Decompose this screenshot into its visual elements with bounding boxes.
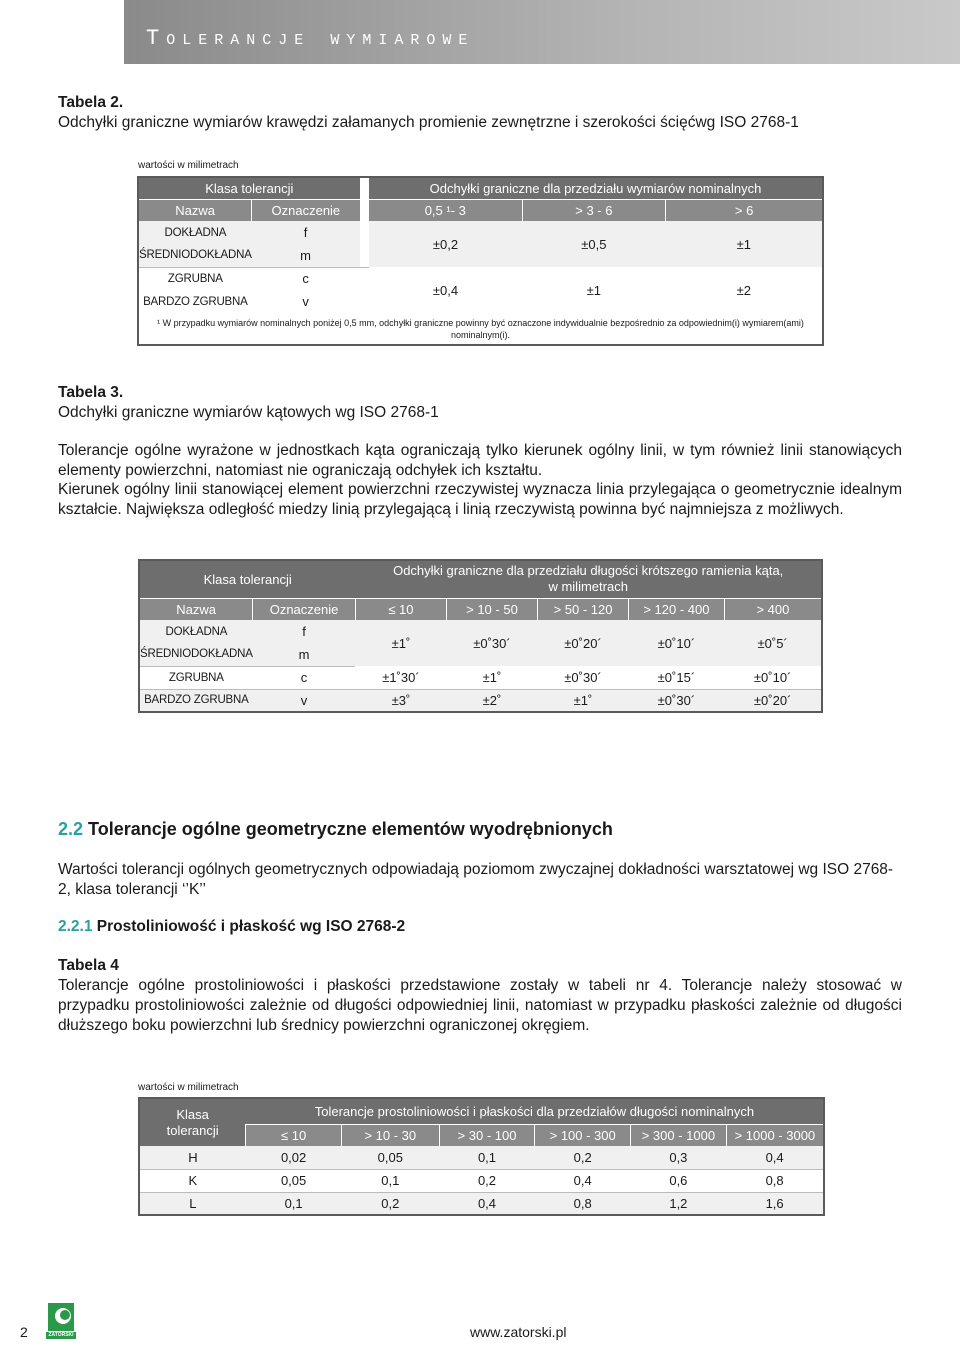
- t2-row-nazwa: DOKŁADNA: [164, 226, 227, 239]
- t2-value: ±2: [736, 282, 752, 298]
- t3-value: ±0˚20´: [753, 692, 792, 708]
- t3-value: ±3˚: [391, 692, 411, 708]
- t3-col-odchylki: [355, 560, 822, 598]
- t2-row-nazwa: ŚREDNIODOKŁADNA: [138, 244, 252, 267]
- t3-row-ozn: v: [300, 692, 308, 708]
- tabela3-heading: Tabela 3.: [58, 384, 124, 401]
- tabela3-table: [138, 559, 823, 713]
- t3-value: ±1˚: [391, 635, 411, 651]
- t4-value: 1,6: [765, 1195, 784, 1211]
- section-2-2-1-number: 2.2.1: [58, 918, 93, 935]
- t4-value: 0,05: [246, 1169, 342, 1192]
- t4-value: 0,2: [381, 1195, 400, 1211]
- t2-footnote: [138, 313, 823, 345]
- t3-value: ±0˚30´: [657, 692, 696, 708]
- t4-range: > 10 - 30: [341, 1124, 439, 1146]
- t2-col-nazwa: Nazwa: [138, 199, 252, 221]
- t2-col-klasa: Klasa tolerancji: [205, 180, 294, 196]
- t3-row-nazwa: ZGRUBNA: [139, 666, 253, 689]
- t4-range: > 1000 - 3000: [726, 1124, 824, 1146]
- t2-value: ±0,5: [581, 236, 607, 252]
- t2-range-3: > 6: [666, 199, 823, 221]
- tabela2-unit-note: wartości w milimetrach: [138, 160, 239, 171]
- t2-row-nazwa: ZGRUBNA: [167, 272, 223, 285]
- t4-row-klasa: H: [139, 1146, 246, 1169]
- t3-col-klasa: Klasa tolerancji: [203, 571, 292, 587]
- page-header-title: Tolerancje wymiarowe: [146, 26, 475, 51]
- t3-col-odchylki-line1: Odchyłki graniczne dla przedziału długości krótszego ramienia kąta,: [393, 563, 784, 579]
- t4-value: 1,2: [669, 1195, 688, 1211]
- t2-row-ozn: f: [303, 225, 308, 240]
- t4-range: > 30 - 100: [439, 1124, 535, 1146]
- t2-col-oznaczenie: Oznaczenie: [252, 199, 360, 221]
- header-banner: [124, 0, 960, 64]
- website-link[interactable]: www.zatorski.pl: [470, 1324, 567, 1340]
- section-2-2-para: Wartości tolerancji ogólnych geometrycznych odpowiadają poziomom zwyczajnej dokładności warsztatowej wg ISO 2768-2, klasa tolerancji ‘’K’’: [58, 861, 894, 898]
- t4-value: 0,02: [246, 1146, 342, 1169]
- t2-row-ozn: v: [302, 294, 309, 309]
- t4-value: 0,4: [535, 1169, 631, 1192]
- t2-value: ±0,4: [432, 282, 459, 298]
- t3-range: > 120 - 400: [629, 598, 725, 620]
- t3-value: ±0˚10´: [657, 635, 696, 651]
- tabela4-unit-note: wartości w milimetrach: [138, 1082, 239, 1093]
- t4-value: 0,2: [439, 1169, 535, 1192]
- t3-value: ±1˚: [573, 692, 593, 708]
- tabela2-heading: Tabela 2.: [58, 94, 124, 111]
- t3-value: ±1˚30´: [355, 666, 446, 689]
- t4-value: 0,6: [631, 1169, 727, 1192]
- t3-row-ozn: c: [253, 666, 356, 689]
- tabela3-caption: Odchyłki graniczne wymiarów kątowych wg ISO 2768-1: [58, 404, 439, 421]
- t4-range: > 100 - 300: [535, 1124, 631, 1146]
- t4-value: 0,3: [631, 1146, 727, 1169]
- t4-range: > 300 - 1000: [631, 1124, 727, 1146]
- t3-value: ±0˚30´: [538, 666, 629, 689]
- tabela4-table: [138, 1097, 825, 1216]
- t4-value: 0,05: [341, 1146, 439, 1169]
- t4-col-klasa-line1: Klasa: [176, 1106, 209, 1122]
- t4-row-klasa: K: [139, 1169, 246, 1192]
- t3-row-ozn: m: [253, 643, 356, 666]
- t2-footnote-line1: ¹ W przypadku wymiarów nominalnych poniżej 0,5 mm, odchyłki graniczne powinny być oznaczone indywidualnie bezpośrednio za odpowiednim(i) wymiarem(ami): [157, 317, 804, 328]
- t3-value: ±0˚30´: [473, 635, 511, 651]
- t4-value: 0,8: [573, 1195, 592, 1211]
- t4-col-header: Tolerancje prostoliniowości i płaskości dla przedziałów długości nominalnych: [314, 1103, 755, 1119]
- t3-col-odchylki-line2: w milimetrach: [548, 579, 628, 595]
- t2-row-ozn: m: [252, 244, 360, 267]
- t4-value: 0,8: [726, 1169, 824, 1192]
- t3-row-nazwa: BARDZO ZGRUBNA: [144, 694, 249, 707]
- t3-range: > 50 - 120: [538, 598, 629, 620]
- t4-value: 0,2: [535, 1146, 631, 1169]
- t4-value: 0,1: [439, 1146, 535, 1169]
- t2-value: ±0,2: [432, 236, 459, 252]
- t4-value: 0,1: [284, 1195, 303, 1211]
- tabela2-table: [137, 176, 824, 346]
- t3-col-nazwa: Nazwa: [139, 598, 253, 620]
- t2-range-1: 0,5 ¹- 3: [369, 199, 522, 221]
- t3-value: ±0˚15´: [629, 666, 725, 689]
- t3-col-oznaczenie: Oznaczenie: [253, 598, 356, 620]
- t2-range-2: > 3 - 6: [522, 199, 666, 221]
- t2-footnote-line2: nominalnym(i).: [450, 329, 510, 340]
- section-2-2-heading: [58, 819, 613, 840]
- tabela4-para: Tolerancje ogólne prostoliniowości i płaskości przedstawione zostały w tabeli nr 4. Tolerancje należy stosować w przypadku prostoliniowości zależnie od długości odpowiedniej linii, natomiast w przypadku płaskości zależnie od długości dłuższego boku powierzchni lub średnicy powierzchni ograniczonej okręgiem.: [58, 977, 902, 1034]
- t3-value: ±0˚20´: [564, 635, 602, 651]
- section-2-2-title: Tolerancje ogólne geometryczne elementów wyodrębnionych: [88, 819, 613, 839]
- t4-value: 0,4: [726, 1146, 824, 1169]
- logo-text: ZATORSKI: [48, 1332, 74, 1338]
- t3-value: ±0˚10´: [724, 666, 822, 689]
- tabela4-heading: Tabela 4: [58, 957, 119, 974]
- section-2-2-1-heading: [58, 918, 405, 936]
- tabela3-para2: Kierunek ogólny linii stanowiącej element powierzchni rzeczywistej wyznacza linia przylegająca o geometrycznie idealnym kształcie. Największa odległość miedzy linią przylegającą i linią rzeczywistą powinna być najmniejsza z możliwych.: [58, 481, 902, 518]
- t4-col-klasa-line2: tolerancji: [166, 1122, 219, 1138]
- t4-row-klasa: L: [189, 1195, 197, 1211]
- t3-row-nazwa: DOKŁADNA: [165, 625, 228, 638]
- t3-range: > 400: [724, 598, 822, 620]
- t4-value: 0,1: [341, 1169, 439, 1192]
- t3-range: ≤ 10: [355, 598, 446, 620]
- t3-value: ±2˚: [482, 692, 502, 708]
- tabela3-para1: Tolerancje ogólne wyrażone w jednostkach kąta ograniczają tylko kierunek ogólny linii, w tym również linii stanowiących elementy powierzchni, natomiast nie ograniczają odchyłek ich kształtu.: [58, 442, 902, 479]
- t2-row-nazwa: BARDZO ZGRUBNA: [143, 295, 248, 308]
- t3-value: ±0˚5´: [757, 635, 788, 651]
- t2-row-ozn: c: [302, 271, 309, 287]
- page-number: 2: [20, 1324, 28, 1340]
- tabela2-caption: Odchyłki graniczne wymiarów krawędzi załamanych promienie zewnętrzne i szerokości ścięćwg ISO 2768-1: [58, 114, 799, 131]
- t4-col-klasa: [139, 1098, 246, 1146]
- zatorski-logo: [46, 1303, 76, 1339]
- t2-value: ±1: [736, 236, 752, 252]
- t4-range: ≤ 10: [246, 1124, 342, 1146]
- t4-value: 0,4: [477, 1195, 497, 1211]
- t3-value: ±1˚: [446, 666, 537, 689]
- t3-row-ozn: f: [302, 624, 306, 639]
- t2-col-odchylki: Odchyłki graniczne dla przedziału wymiarów nominalnych: [429, 180, 762, 196]
- t3-range: > 10 - 50: [446, 598, 537, 620]
- t2-value: ±1: [586, 282, 602, 298]
- section-2-2-1-title: Prostoliniowość i płaskość wg ISO 2768-2: [96, 918, 406, 935]
- section-2-2-number: 2.2: [58, 819, 84, 839]
- t3-row-nazwa: ŚREDNIODOKŁADNA: [139, 643, 253, 666]
